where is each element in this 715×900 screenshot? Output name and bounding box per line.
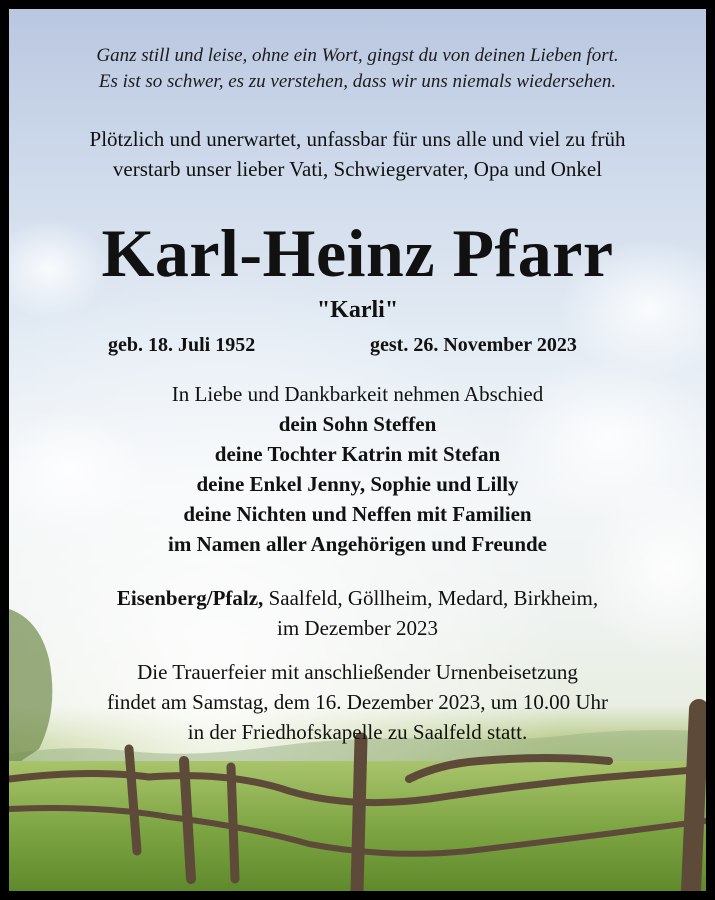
funeral-line: Die Trauerfeier mit anschließender Urnenbeisetzung: [137, 660, 578, 684]
funeral-notice: [9, 657, 706, 747]
intro-line: verstarb unser lieber Vati, Schwiegervater, Opa und Onkel: [112, 157, 603, 181]
birth-date: geb. 18. Juli 1952: [108, 334, 256, 356]
intro-line: Plötzlich und unerwartet, unfassbar für uns alle und viel zu früh: [89, 127, 626, 151]
mourner-line: deine Tochter Katrin mit Stefan: [214, 442, 501, 466]
funeral-line: in der Friedhofskapelle zu Saalfeld statt.: [187, 720, 528, 744]
mourner-line: dein Sohn Steffen: [278, 412, 437, 436]
place-main: Eisenberg/Pfalz,: [116, 586, 264, 610]
mourner-line: deine Enkel Jenny, Sophie und Lilly: [196, 472, 519, 496]
poem-line: Ganz still und leise, ohne ein Wort, gingst du von deinen Lieben fort.: [96, 45, 619, 66]
deceased-name: Karl-Heinz Pfarr: [101, 215, 614, 291]
death-date: gest. 26. November 2023: [370, 334, 577, 356]
place-others: Saalfeld, Göllheim, Medard, Birkheim,: [263, 586, 599, 610]
poem-line: Es ist so schwer, es zu verstehen, dass wir uns niemals wiedersehen.: [98, 71, 617, 92]
mourner-line: im Namen aller Angehörigen und Freunde: [168, 532, 547, 556]
mourners-lead: In Liebe und Dankbarkeit nehmen Abschied: [171, 382, 544, 406]
obituary-card: [9, 9, 706, 891]
funeral-line: findet am Samstag, dem 16. Dezember 2023, um 10.00 Uhr: [107, 690, 608, 714]
mourner-line: deine Nichten und Neffen mit Familien: [183, 502, 532, 526]
place-and-date: [9, 583, 706, 643]
deceased-nickname: "Karli": [316, 297, 399, 323]
place-date: im Dezember 2023: [277, 616, 438, 640]
memorial-poem: [9, 43, 706, 95]
mourners-block: [9, 379, 706, 559]
announcement-intro: [9, 124, 706, 184]
